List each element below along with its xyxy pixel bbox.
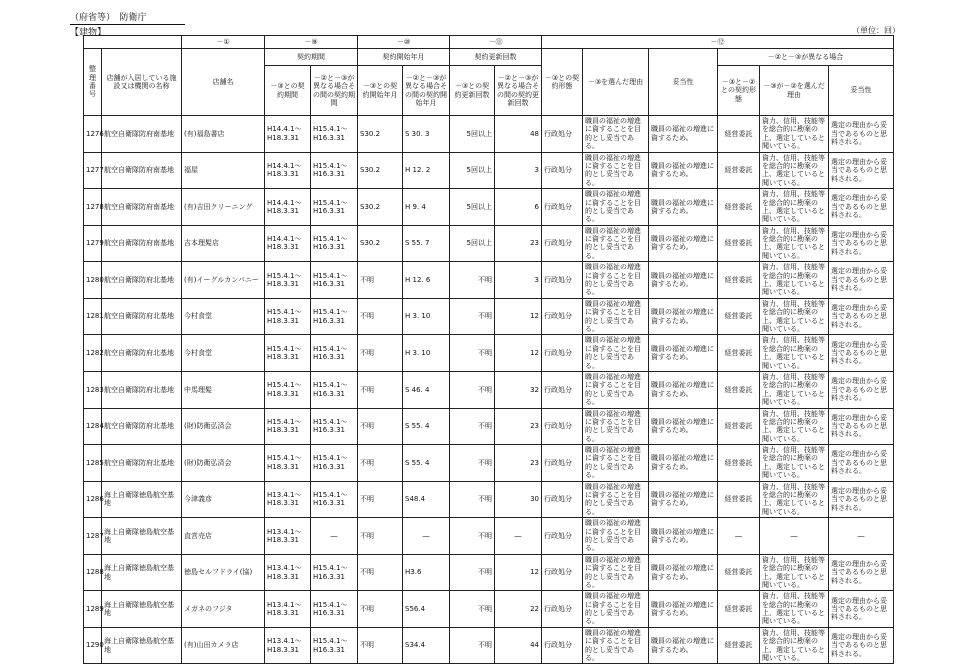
selection-reason: 職員の福祉の増進に資することを目的とし妥当である。	[583, 116, 649, 153]
selection-reason-2: 資力、信用、技能等を総合的に勘案の上、選定していると聞いている。	[760, 152, 829, 189]
store-name: 直営売店	[182, 518, 265, 555]
renewal-count-3: 5回以上	[450, 116, 495, 153]
contract-period-23: H15.4.1～H16.3.31	[311, 116, 358, 153]
contract-form: 行政処分	[542, 335, 583, 372]
group-9: －⑨	[265, 36, 358, 49]
renewal-count-23: 6	[495, 189, 542, 226]
contract-form-2: 経営委託	[718, 481, 760, 518]
contract-form: 行政処分	[542, 518, 583, 555]
contract-form: 行政処分	[542, 627, 583, 664]
contract-form-2: 経営委託	[718, 152, 760, 189]
start-date-23: ―	[403, 518, 450, 555]
contract-form: 行政処分	[542, 189, 583, 226]
contract-period-3: H14.4.1～H18.3.31	[265, 152, 311, 189]
selection-reason-2: 資力、信用、技能等を総合的に勘案の上、選定していると聞いている。	[760, 627, 829, 664]
row-no: 1279	[84, 225, 102, 262]
row-no: 1277	[84, 152, 102, 189]
validity: 職員の福祉の増進に資するため。	[649, 152, 718, 189]
renewal-count-23: 23	[495, 445, 542, 482]
contract-period-3: H15.4.1～H18.3.31	[265, 408, 311, 445]
validity: 職員の福祉の増進に資するため。	[649, 371, 718, 408]
contract-form-2: 経営委託	[718, 225, 760, 262]
validity-2: 選定の理由から妥当であるものと思料される。	[829, 554, 894, 591]
renewal-count-23: 23	[495, 225, 542, 262]
store-name: 吉本理髪店	[182, 225, 265, 262]
start-date-23: S 55. 4	[403, 408, 450, 445]
validity-2: 選定の理由から妥当であるものと思料される。	[829, 627, 894, 664]
store-name: (有)吉田クリーニング	[182, 189, 265, 226]
col-c12a: －③との契約形態	[542, 49, 583, 116]
store-name: 福屋	[182, 152, 265, 189]
validity: 職員の福祉の増進に資するため。	[649, 189, 718, 226]
contract-form: 行政処分	[542, 262, 583, 299]
col-c11a: －③との契約更新回数	[450, 66, 495, 116]
store-name: (財)防衛弘済会	[182, 445, 265, 482]
contract-period-3: H13.4.1～H18.3.31	[265, 518, 311, 555]
selection-reason: 職員の福祉の増進に資することを目的とし妥当である。	[583, 371, 649, 408]
validity-2: 選定の理由から妥当であるものと思料される。	[829, 152, 894, 189]
store-name: (財)防衛弘済会	[182, 408, 265, 445]
selection-reason-2: 資力、信用、技能等を総合的に勘案の上、選定していると聞いている。	[760, 445, 829, 482]
contract-form-2: 経営委託	[718, 371, 760, 408]
store-name: (有)山田カメラ店	[182, 627, 265, 664]
table-row	[84, 298, 894, 335]
validity-2: 選定の理由から妥当であるものと思料される。	[829, 408, 894, 445]
col-c12b: －③を選んだ理由	[583, 49, 649, 116]
col-c12c: 妥当性	[649, 49, 718, 116]
table-row	[84, 481, 894, 518]
table-row	[84, 371, 894, 408]
start-date-23: S34.4	[403, 627, 450, 664]
selection-reason: 職員の福祉の増進に資することを目的とし妥当である。	[583, 481, 649, 518]
contract-period-23: H15.4.1～H16.3.31	[311, 298, 358, 335]
renewal-count-23: 12	[495, 298, 542, 335]
selection-reason-2: 資力、信用、技能等を総合的に勘案の上、選定していると聞いている。	[760, 481, 829, 518]
renewal-count-23: 3	[495, 262, 542, 299]
renewal-count-3: 不明	[450, 481, 495, 518]
validity: 職員の福祉の増進に資するため。	[649, 225, 718, 262]
renewal-count-3: 5回以上	[450, 189, 495, 226]
selection-reason-2: 資力、信用、技能等を総合的に勘案の上、選定していると聞いている。	[760, 335, 829, 372]
selection-reason: 職員の福祉の増進に資することを目的とし妥当である。	[583, 298, 649, 335]
row-no: 1281	[84, 298, 102, 335]
start-date-3: 不明	[358, 481, 403, 518]
row-no: 1290	[84, 627, 102, 664]
facility-name: 航空自衛隊防府北基地	[102, 445, 182, 482]
group-10: －⑩	[358, 36, 450, 49]
row-no: 1289	[84, 591, 102, 628]
selection-reason: 職員の福祉の増進に資することを目的とし妥当である。	[583, 445, 649, 482]
table-header	[84, 36, 894, 116]
contract-period-3: H13.4.1～H18.3.31	[265, 591, 311, 628]
start-date-3: 不明	[358, 518, 403, 555]
row-no: 1282	[84, 335, 102, 372]
contract-period-3: H15.4.1～H18.3.31	[265, 298, 311, 335]
contract-form: 行政処分	[542, 152, 583, 189]
renewal-count-3: 不明	[450, 262, 495, 299]
selection-reason: 職員の福祉の増進に資することを目的とし妥当である。	[583, 518, 649, 555]
contract-period-3: H15.4.1～H18.3.31	[265, 262, 311, 299]
renewal-count-23: 32	[495, 371, 542, 408]
table-row	[84, 591, 894, 628]
table-row	[84, 262, 894, 299]
row-no: 1288	[84, 554, 102, 591]
renewal-count-3: 不明	[450, 371, 495, 408]
start-date-23: H 9. 4	[403, 189, 450, 226]
store-name: (有)イーグルカンパニー	[182, 262, 265, 299]
selection-reason-2: 資力、信用、技能等を総合的に勘案の上、選定していると聞いている。	[760, 262, 829, 299]
contract-period-3: H14.4.1～H18.3.31	[265, 189, 311, 226]
facility-name: 海上自衛隊徳島航空基地	[102, 518, 182, 555]
contract-form-2: ―	[718, 518, 760, 555]
contract-period-3: H14.4.1～H18.3.31	[265, 116, 311, 153]
start-date-3: 不明	[358, 408, 403, 445]
col-c12e: －③が－②を選んだ理由	[760, 66, 829, 116]
selection-reason-2: 資力、信用、技能等を総合的に勘案の上、選定していると聞いている。	[760, 408, 829, 445]
group-12-sub: －②と－③が異なる場合	[718, 49, 894, 66]
contract-period-23: H15.4.1～H16.3.31	[311, 152, 358, 189]
selection-reason: 職員の福祉の増進に資することを目的とし妥当である。	[583, 189, 649, 226]
contract-form-2: 経営委託	[718, 116, 760, 153]
contract-form-2: 経営委託	[718, 627, 760, 664]
col-c11b: －②と－③が異なる場合その間の契約更新回数	[495, 66, 542, 116]
start-date-23: S48.4	[403, 481, 450, 518]
start-date-3: 不明	[358, 591, 403, 628]
selection-reason-2: 資力、信用、技能等を総合的に勘案の上、選定していると聞いている。	[760, 371, 829, 408]
table-row	[84, 335, 894, 372]
store-name: 今村食堂	[182, 335, 265, 372]
row-no: 1285	[84, 445, 102, 482]
start-date-3: S30.2	[358, 116, 403, 153]
contract-period-23: ―	[311, 518, 358, 555]
row-no: 1278	[84, 189, 102, 226]
contract-period-3: H15.4.1～H18.3.31	[265, 335, 311, 372]
validity-2: 選定の理由から妥当であるものと思料される。	[829, 262, 894, 299]
row-no: 1280	[84, 262, 102, 299]
contract-period-23: H15.4.1～H16.3.31	[311, 591, 358, 628]
validity-2: 選定の理由から妥当であるものと思料される。	[829, 225, 894, 262]
renewal-count-3: 不明	[450, 518, 495, 555]
contract-period-23: H15.4.1～H16.3.31	[311, 554, 358, 591]
validity-2: 選定の理由から妥当であるものと思料される。	[829, 445, 894, 482]
facility-name: 海上自衛隊徳島航空基地	[102, 554, 182, 591]
renewal-count-23: 12	[495, 554, 542, 591]
selection-reason-2: 資力、信用、技能等を総合的に勘案の上、選定していると聞いている。	[760, 591, 829, 628]
selection-reason-2: ―	[760, 518, 829, 555]
renewal-count-3: 不明	[450, 554, 495, 591]
selection-reason: 職員の福祉の増進に資することを目的とし妥当である。	[583, 225, 649, 262]
table-row	[84, 189, 894, 226]
validity: 職員の福祉の増進に資するため。	[649, 262, 718, 299]
table-row	[84, 627, 894, 664]
table-row	[84, 408, 894, 445]
contract-form-2: 経営委託	[718, 335, 760, 372]
contract-period-23: H15.4.1～H16.3.31	[311, 225, 358, 262]
store-contract-table	[83, 35, 894, 664]
col-c12f: 妥当性	[829, 66, 894, 116]
start-date-23: S 55. 7	[403, 225, 450, 262]
renewal-count-23: 23	[495, 408, 542, 445]
facility-name: 航空自衛隊防府南基地	[102, 225, 182, 262]
group-11: －⑪	[450, 36, 542, 49]
store-name: (有)福島書店	[182, 116, 265, 153]
start-date-3: 不明	[358, 445, 403, 482]
contract-form: 行政処分	[542, 298, 583, 335]
renewal-count-3: 不明	[450, 298, 495, 335]
validity: 職員の福祉の増進に資するため。	[649, 481, 718, 518]
col-c12d: －③と－②との契約形態	[718, 66, 760, 116]
selection-reason: 職員の福祉の増進に資することを目的とし妥当である。	[583, 335, 649, 372]
start-date-23: H3.6	[403, 554, 450, 591]
group-1: －①	[182, 36, 265, 49]
contract-form-2: 経営委託	[718, 591, 760, 628]
validity: 職員の福祉の増進に資するため。	[649, 591, 718, 628]
col-c10a: －③との契約開始年月	[358, 66, 403, 116]
col-facility: 店舗が入居している施設又は機関の名称	[102, 49, 182, 116]
facility-name: 航空自衛隊防府南基地	[102, 116, 182, 153]
group-10-sub: 契約開始年月	[358, 49, 450, 66]
table-row	[84, 116, 894, 153]
table-row	[84, 225, 894, 262]
renewal-count-23: ―	[495, 518, 542, 555]
contract-form-2: 経営委託	[718, 445, 760, 482]
contract-period-23: H15.4.1～H16.3.31	[311, 445, 358, 482]
start-date-3: 不明	[358, 627, 403, 664]
start-date-3: S30.2	[358, 225, 403, 262]
renewal-count-3: 不明	[450, 591, 495, 628]
start-date-23: H 3. 10	[403, 335, 450, 372]
contract-form: 行政処分	[542, 116, 583, 153]
contract-period-3: H15.4.1～H18.3.31	[265, 371, 311, 408]
contract-form: 行政処分	[542, 445, 583, 482]
selection-reason: 職員の福祉の増進に資することを目的とし妥当である。	[583, 554, 649, 591]
facility-name: 海上自衛隊徳島航空基地	[102, 591, 182, 628]
selection-reason-2: 資力、信用、技能等を総合的に勘案の上、選定していると聞いている。	[760, 298, 829, 335]
contract-form: 行政処分	[542, 481, 583, 518]
facility-name: 航空自衛隊防府北基地	[102, 262, 182, 299]
validity: 職員の福祉の増進に資するため。	[649, 116, 718, 153]
validity: 職員の福祉の増進に資するため。	[649, 408, 718, 445]
contract-form: 行政処分	[542, 591, 583, 628]
row-no: 1286	[84, 481, 102, 518]
contract-form-2: 経営委託	[718, 189, 760, 226]
table-body	[84, 116, 894, 664]
renewal-count-23: 12	[495, 335, 542, 372]
contract-form-2: 経営委託	[718, 408, 760, 445]
validity-2: 選定の理由から妥当であるものと思料される。	[829, 298, 894, 335]
table-row	[84, 554, 894, 591]
store-name: 中馬理髪	[182, 371, 265, 408]
row-no: 1276	[84, 116, 102, 153]
validity-2: 選定の理由から妥当であるものと思料される。	[829, 335, 894, 372]
selection-reason: 職員の福祉の増進に資することを目的とし妥当である。	[583, 262, 649, 299]
header-blank	[84, 36, 182, 49]
contract-period-3: H13.4.1～H18.3.31	[265, 627, 311, 664]
renewal-count-3: 不明	[450, 445, 495, 482]
start-date-3: 不明	[358, 262, 403, 299]
validity: 職員の福祉の増進に資するため。	[649, 554, 718, 591]
contract-period-3: H13.4.1～H18.3.31	[265, 481, 311, 518]
start-date-23: S56.4	[403, 591, 450, 628]
validity-2: ―	[829, 518, 894, 555]
col-store: 店舗名	[182, 49, 265, 116]
row-no: 1283	[84, 371, 102, 408]
start-date-3: S30.2	[358, 189, 403, 226]
table-row	[84, 445, 894, 482]
selection-reason: 職員の福祉の増進に資することを目的とし妥当である。	[583, 408, 649, 445]
validity: 職員の福祉の増進に資するため。	[649, 445, 718, 482]
validity: 職員の福祉の増進に資するため。	[649, 627, 718, 664]
store-name: 今村食堂	[182, 298, 265, 335]
renewal-count-3: 不明	[450, 408, 495, 445]
contract-period-3: H14.4.1～H18.3.31	[265, 225, 311, 262]
facility-name: 航空自衛隊防府北基地	[102, 371, 182, 408]
group-12: －⑫	[542, 36, 894, 49]
contract-form-2: 経営委託	[718, 554, 760, 591]
start-date-3: 不明	[358, 335, 403, 372]
col-c9a: －③との契約期間	[265, 66, 311, 116]
contract-form: 行政処分	[542, 408, 583, 445]
store-name: 徳島セルフドライ(協)	[182, 554, 265, 591]
facility-name: 航空自衛隊防府北基地	[102, 298, 182, 335]
unit-label: （単位：回）	[852, 26, 900, 35]
validity-2: 選定の理由から妥当であるものと思料される。	[829, 116, 894, 153]
renewal-count-3: 不明	[450, 335, 495, 372]
table-row	[84, 152, 894, 189]
store-name: 今津義彦	[182, 481, 265, 518]
validity-2: 選定の理由から妥当であるものと思料される。	[829, 371, 894, 408]
validity-2: 選定の理由から妥当であるものと思料される。	[829, 189, 894, 226]
selection-reason: 職員の福祉の増進に資することを目的とし妥当である。	[583, 627, 649, 664]
facility-name: 航空自衛隊防府北基地	[102, 335, 182, 372]
start-date-3: 不明	[358, 298, 403, 335]
renewal-count-23: 44	[495, 627, 542, 664]
col-c9b: －②と－③が異なる場合その間の契約期間	[311, 66, 358, 116]
selection-reason-2: 資力、信用、技能等を総合的に勘案の上、選定していると聞いている。	[760, 554, 829, 591]
start-date-3: S30.2	[358, 152, 403, 189]
ministry-label: （府省等） 防衛庁	[70, 10, 185, 25]
section-label: 【建物】	[70, 28, 107, 38]
contract-form: 行政処分	[542, 554, 583, 591]
facility-name: 海上自衛隊徳島航空基地	[102, 481, 182, 518]
row-no: 1284	[84, 408, 102, 445]
contract-period-23: H15.4.1～H16.3.31	[311, 371, 358, 408]
selection-reason-2: 資力、信用、技能等を総合的に勘案の上、選定していると聞いている。	[760, 225, 829, 262]
facility-name: 航空自衛隊防府南基地	[102, 189, 182, 226]
start-date-23: S 30. 3	[403, 116, 450, 153]
facility-name: 航空自衛隊防府南基地	[102, 152, 182, 189]
contract-form: 行政処分	[542, 225, 583, 262]
start-date-23: H 12. 2	[403, 152, 450, 189]
validity: 職員の福祉の増進に資するため。	[649, 298, 718, 335]
group-9-sub: 契約期間	[265, 49, 358, 66]
selection-reason-2: 資力、信用、技能等を総合的に勘案の上、選定していると聞いている。	[760, 189, 829, 226]
contract-form-2: 経営委託	[718, 262, 760, 299]
store-name: メガネのフジタ	[182, 591, 265, 628]
row-no: 1287	[84, 518, 102, 555]
contract-period-3: H15.4.1～H18.3.31	[265, 445, 311, 482]
renewal-count-23: 22	[495, 591, 542, 628]
selection-reason-2: 資力、信用、技能等を総合的に勘案の上、選定していると聞いている。	[760, 116, 829, 153]
start-date-23: S 46. 4	[403, 371, 450, 408]
start-date-23: S 55. 4	[403, 445, 450, 482]
validity-2: 選定の理由から妥当であるものと思料される。	[829, 591, 894, 628]
contract-period-3: H13.4.1～H18.3.31	[265, 554, 311, 591]
renewal-count-23: 48	[495, 116, 542, 153]
renewal-count-3: 不明	[450, 627, 495, 664]
contract-period-23: H15.4.1～H16.3.31	[311, 335, 358, 372]
start-date-3: 不明	[358, 554, 403, 591]
contract-period-23: H15.4.1～H16.3.31	[311, 627, 358, 664]
selection-reason: 職員の福祉の増進に資することを目的とし妥当である。	[583, 591, 649, 628]
validity-2: 選定の理由から妥当であるものと思料される。	[829, 481, 894, 518]
renewal-count-23: 3	[495, 152, 542, 189]
start-date-23: H 12. 6	[403, 262, 450, 299]
contract-period-23: H15.4.1～H16.3.31	[311, 408, 358, 445]
contract-period-23: H15.4.1～H16.3.31	[311, 481, 358, 518]
validity: 職員の福祉の増進に資するため。	[649, 518, 718, 555]
table-row	[84, 518, 894, 555]
contract-period-23: H15.4.1～H16.3.31	[311, 262, 358, 299]
col-c10b: －②と－③が異なる場合その間の契約開始年月	[403, 66, 450, 116]
validity: 職員の福祉の増進に資するため。	[649, 335, 718, 372]
selection-reason: 職員の福祉の増進に資することを目的とし妥当である。	[583, 152, 649, 189]
contract-period-23: H15.4.1～H16.3.31	[311, 189, 358, 226]
start-date-23: H 3. 10	[403, 298, 450, 335]
renewal-count-3: 5回以上	[450, 152, 495, 189]
group-11-sub: 契約更新回数	[450, 49, 542, 66]
renewal-count-3: 5回以上	[450, 225, 495, 262]
renewal-count-23: 30	[495, 481, 542, 518]
facility-name: 航空自衛隊防府北基地	[102, 408, 182, 445]
col-no: 整理番号	[84, 49, 102, 116]
facility-name: 海上自衛隊徳島航空基地	[102, 627, 182, 664]
start-date-3: 不明	[358, 371, 403, 408]
contract-form-2: 経営委託	[718, 298, 760, 335]
contract-form: 行政処分	[542, 371, 583, 408]
